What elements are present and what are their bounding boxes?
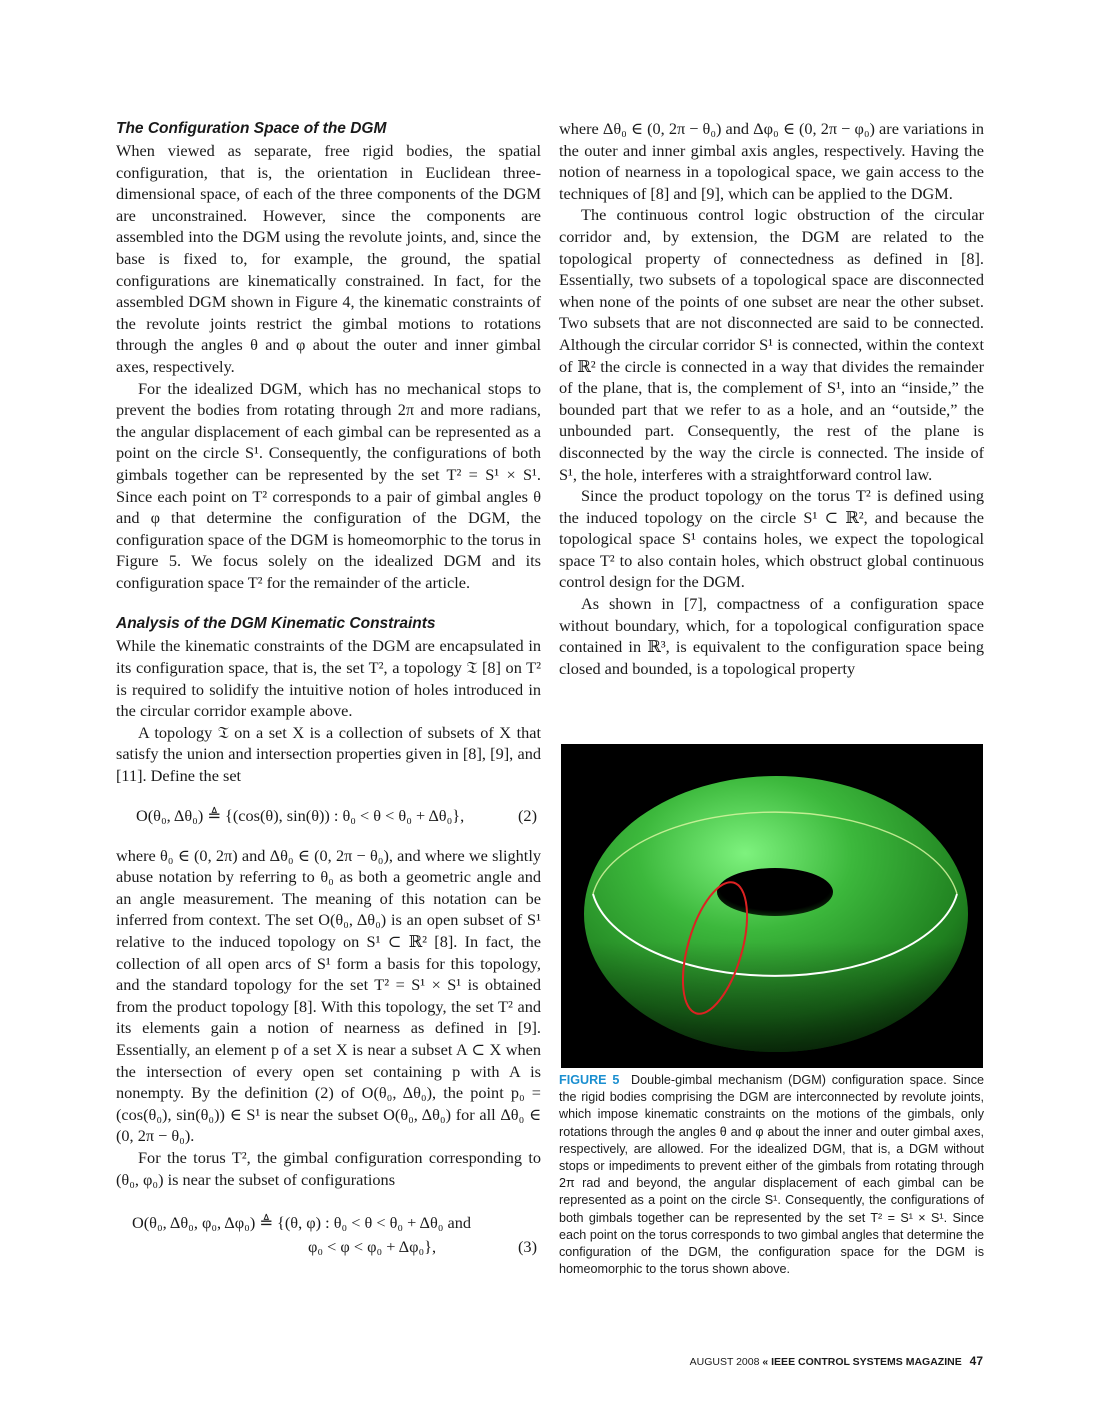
equation-2-body: O(θ₀, Δθ₀) ≜ {(cos(θ), sin(θ)) : θ₀ < θ < θ₀ + Δθ₀}, [136,805,465,825]
right-column [559,118,984,679]
equation-3-line-1: O(θ₀, Δθ₀, φ₀, Δφ₀) ≜ {(θ, φ) : θ₀ < θ < θ₀ + Δθ₀ and [132,1213,472,1233]
paragraph: As shown in [7], compactness of a configuration space without boundary, which, for a topological configuration space contained in ℝ³, is equivalent to the configuration space being closed and bounded, is a topological property [559,594,984,678]
paragraph: While the kinematic constraints of the DGM are encapsulated in its configuration space, that is, the set T², a topology 𝔗 [8] on T² is required to solidify the intuitive notion of holes introduced in the circular corridor example above. [116,636,541,721]
figure-label: FIGURE 5 [559,1073,620,1087]
equation-3-number: (3) [518,1237,537,1257]
figure-caption-text: Double-gimbal mechanism (DGM) configuration space. Since the rigid bodies comprising the DGM are interconnected by revolute joints, which impose kinematic constraints on the motions of the gimbals, only rotations through the angles θ and φ about the inner and outer gimbal axes, respectively, are allowed. For the idealized DGM, that is, a DGM without stops or impediments to prevent either of the gimbals from rotating through 2π rad and beyond, the angular displacement of each gimbal can be represented as a point on the circle S¹. Consequently, the configurations of both gimbals together can be represented by the set T² = S¹ × S¹. Since each point on the torus corresponds to two gimbal angles that determine the configuration of the DGM, the configuration space for the DGM is homeomorphic to the torus shown above. [559,1073,984,1277]
figure-5-torus-image [561,744,983,1068]
equation-2-number: (2) [518,805,537,825]
paragraph: where θ₀ ∈ (0, 2π) and Δθ₀ ∈ (0, 2π − θ₀), and where we slightly abuse notation by referring to θ₀ as both a geometric angle and an angle measurement. The meaning of this notation can be inferred from context. The set O(θ₀, Δθ₀) is an open subset of S¹ relative to the induced topology on S¹ ⊂ ℝ² [8]. In fact, the collection of all open arcs of S¹ form a basis for this topology, and the standard topology for the set T² = S¹ × S¹ is obtained from the product topology [8]. With this topology, the set T² and its elements gain a notion of nearness as defined in [9]. Essentially, an element p of a set X is near a subset A ⊂ X when the intersection of every open set containing p with A is nonempty. By the definition (2) of O(θ₀, Δθ₀), the point p₀ = (cos(θ₀), sin(θ₀)) ∈ S¹ is near the subset O(θ₀, Δθ₀) for all Δθ₀ ∈ (0, 2π − θ₀). [116,845,541,1146]
section-heading-kinematic-constraints: Analysis of the DGM Kinematic Constraints [116,615,436,633]
paragraph: The continuous control logic obstruction of the circular corridor and, by extension, the DGM are related to the topological property of connectedness as defined in [8]. Essentially, two subsets of a topological space are disconnected when none of the points of one subset are near the other subset. Two subsets that are not disconnected are said to be connected. Although the circular corridor S¹ is connected, within the context of ℝ² the circle is connected in a way that divides the remainder of the plane, that is, the complement of S¹, into an “inside,” the bounded part that we refer to as a hole, and an “outside,” the unbounded part. Consequently, the rest of the plane is disconnected by the way the circle is connected. The inside of S¹, the hole, interferes with a straightforward control law. [559,205,984,484]
section-heading-configuration-space: The Configuration Space of the DGM [116,120,387,137]
paragraph: A topology 𝔗 on a set X is a collection of subsets of X that satisfy the union and intersection properties given in [8], [9], and [11]. Define the set [116,722,541,786]
equation-3 [116,1212,541,1262]
equation-3-line-2: φ₀ < φ < φ₀ + Δφ₀}, [308,1237,437,1257]
paragraph: where Δθ₀ ∈ (0, 2π − θ₀) and Δφ₀ ∈ (0, 2π − φ₀) are variations in the outer and inner gimbal axis angles, respectively. Having the notion of nearness in a topological space, we gain access to the techniques of [8] and [9], which can be applied to the DGM. [559,119,984,203]
page-footer [690,1354,983,1368]
section-gap [116,593,541,613]
page-number: 47 [969,1354,983,1368]
torus-illustration [561,744,983,1068]
equation-2 [116,805,541,827]
figure-caption [559,1072,984,1278]
paragraph: Since the product topology on the torus T² is defined using the induced topology on the circle S¹ ⊂ ℝ², and because the topological space S¹ contains holes, we expect the topological space T² to also contain holes, which obstruct global continuous control design for the DGM. [559,486,984,592]
footer-date: AUGUST 2008 [689,1356,760,1368]
paragraph: When viewed as separate, free rigid bodies, the spatial configuration, that is, the orientation in Euclidean three-dimensional space, of each of the three components of the DGM are unconstrained. However, since the components are assembled into the DGM using the revolute joints, and, since the base is fixed to, for example, the ground, the spatial configurations are kinematically constrained. In fact, for the assembled DGM shown in Figure 4, the kinematic constraints of the revolute joints restrict the gimbal motions to rotations through the angles θ and φ about the outer and inner gimbal axes, respectively. [116,141,541,376]
paragraph: For the idealized DGM, which has no mechanical stops to prevent the bodies from rotating through 2π and more radians, the angular displacement of each gimbal can be represented as a point on the circle S¹. Consequently, the configurations of both gimbals together can be represented by the set T² = S¹ × S¹. Since each point on T² corresponds to a pair of gimbal angles θ and φ that determine the configuration of the DGM, the configuration space of the DGM is homeomorphic to the torus in Figure 5. We focus solely on the idealized DGM and its configuration space T² for the remainder of the article. [116,378,541,592]
left-column [116,118,541,1262]
footer-separator: « [762,1356,769,1368]
torus-hole [717,868,833,916]
footer-publication: IEEE CONTROL SYSTEMS MAGAZINE [771,1356,962,1368]
paragraph: For the torus T², the gimbal configuration corresponding to (θ₀, φ₀) is near the subset of configurations [116,1147,541,1189]
